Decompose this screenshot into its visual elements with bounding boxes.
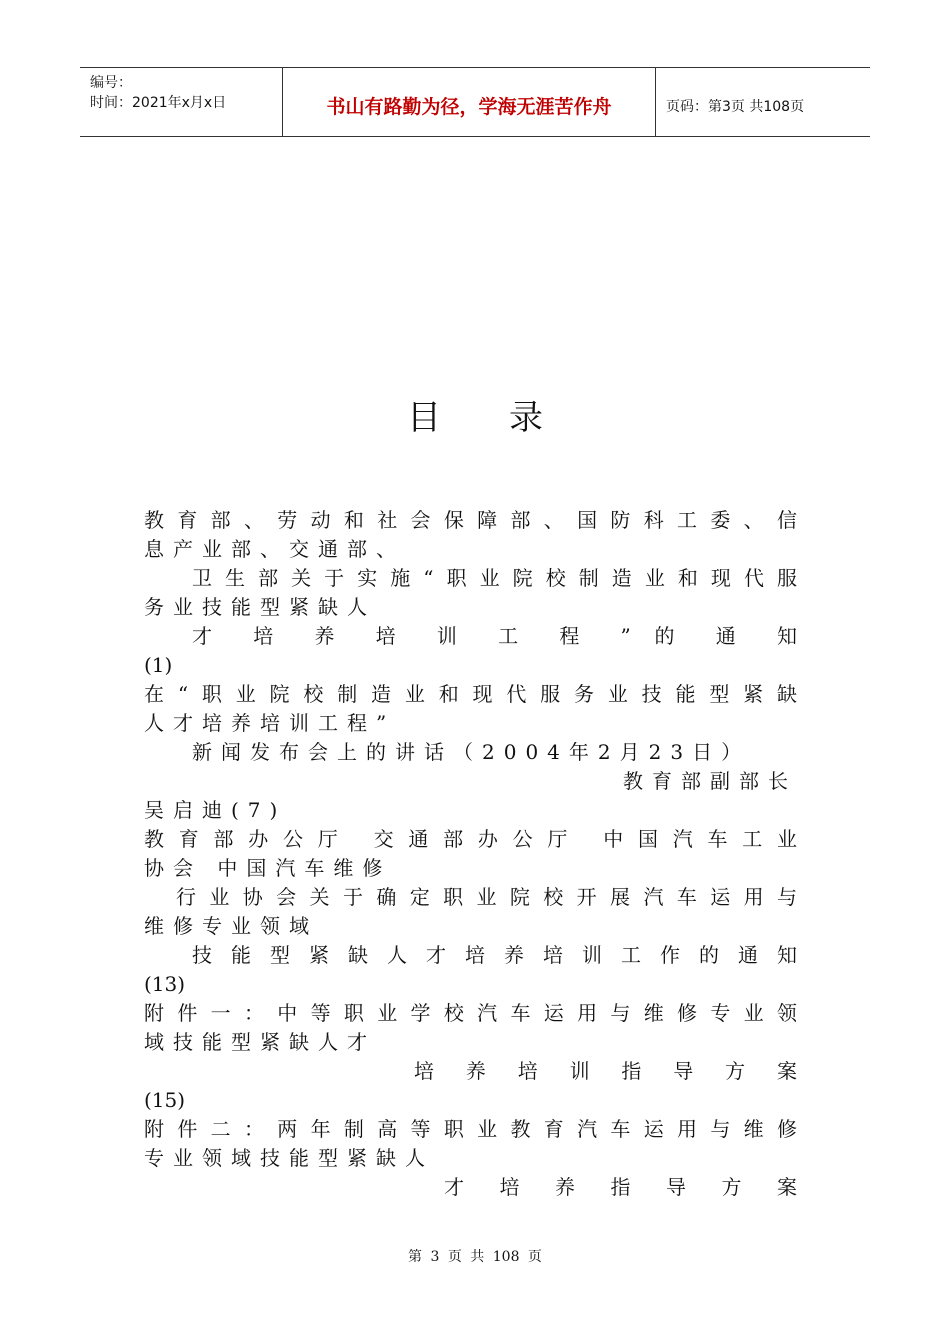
toc-line: 协会 中国汽车维修 — [144, 856, 392, 880]
toc-line: 维修专业领域 — [144, 914, 318, 938]
toc-line: 卫生部关于实施“职业院校制造业和现代服 — [192, 566, 797, 590]
toc-line: 教育部办公厅 交通部办公厅 中国汽车工业 — [144, 827, 797, 851]
serial-number-label: 编号： — [90, 75, 132, 91]
toc-title: 目录 — [407, 398, 611, 438]
document-date: 时间：2021年x月x日 — [90, 95, 227, 111]
page-header — [80, 67, 870, 137]
toc-line: 在“职业院校制造业和现代服务业技能型紧缺 — [144, 682, 797, 706]
toc-line: 务业技能型紧缺人 — [144, 595, 376, 619]
toc-line: 附件一：中等职业学校汽车运用与维修专业领 — [144, 1001, 797, 1025]
header-page-info: 页码：第3页 共108页 — [666, 99, 805, 115]
toc-page-number: (15) — [144, 1088, 186, 1112]
toc-page-number: (1) — [144, 653, 173, 677]
toc-line: 息产业部、交通部、 — [144, 537, 405, 561]
toc-line: 技能型紧缺人才培养培训工作的通知 — [192, 943, 797, 967]
toc-line: 专业领域技能型紧缺人 — [144, 1146, 434, 1170]
toc-line: 教育部、劳动和社会保障部、国防科工委、信 — [144, 508, 797, 532]
toc-line: 才 培 养 培 训 工 程 ” 的 通 知 — [192, 624, 797, 648]
toc-page-number: (13) — [144, 972, 186, 996]
toc-line: 人才培养培训工程” — [144, 711, 396, 735]
toc-line: 附件二：两年制高等职业教育汽车运用与维修 — [144, 1117, 797, 1141]
header-right-cell — [656, 68, 870, 136]
toc-line: 新闻发布会上的讲话（2004年2月23日） — [192, 740, 751, 764]
toc-line: 培 养 培 训 指 导 方 案 — [414, 1059, 797, 1083]
toc-line: 域技能型紧缺人才 — [144, 1030, 376, 1054]
toc-page-number: 吴启迪(7) — [144, 798, 287, 822]
header-left-cell — [80, 68, 283, 136]
toc-line: 行业协会关于确定职业院校开展汽车运用与 — [176, 885, 797, 909]
header-middle-cell — [283, 68, 656, 136]
toc-line: 才 培 养 指 导 方 案 — [444, 1175, 797, 1199]
table-of-contents — [144, 506, 797, 1202]
page-footer: 第 3 页 共 108 页 — [408, 1249, 542, 1265]
toc-line: 教育部副部长 — [623, 769, 797, 793]
header-motto: 书山有路勤为径，学海无涯苦作舟 — [326, 96, 612, 118]
